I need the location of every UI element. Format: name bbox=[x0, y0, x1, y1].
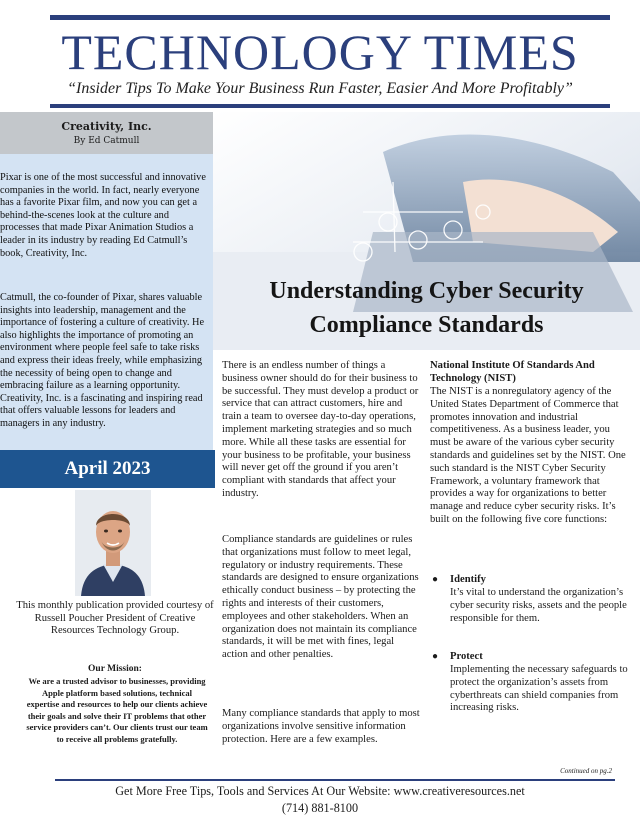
continued-note: Continued on pg.2 bbox=[560, 767, 612, 775]
book-author: By Ed Catmull bbox=[73, 136, 140, 146]
footer-website-line: Get More Free Tips, Tools and Services At Our Website: www.creativeresources.net bbox=[115, 784, 525, 798]
bullet-text: Implementing the necessary safeguards to protect the organization’s assets from cyberthreats can shield companies from increasing risks. bbox=[450, 664, 628, 714]
mission-text: We are a trusted advisor to businesses, providing Apple platform based solutions, technical expertise and resources to help our clients achieve their goals and solve their IT problems that other service providers can’t. Our clients trust our team to receive all problems gratefully. bbox=[26, 676, 208, 744]
book-review-header bbox=[0, 112, 213, 154]
bullet-icon: ● bbox=[432, 574, 439, 585]
headline-line-2: Compliance Standards bbox=[309, 312, 544, 338]
bullet-label: Identify bbox=[450, 574, 486, 585]
bullet-icon: ● bbox=[432, 651, 439, 662]
issue-date: April 2023 bbox=[64, 458, 151, 479]
article-paragraph-2: Compliance standards are guidelines or rules that organizations must follow to meet legal, regulatory or industry requirements. These standards are designed to ensure organizations ethically conduct business – by protecting the rights and interests of their customers, employees and other stakeholders. When an organization does not maintain its compliance standards, it will be met with fines, legal action and other penalties. bbox=[222, 534, 419, 661]
bullet-label: Protect bbox=[450, 651, 483, 662]
book-review-paragraph-2: Catmull, the co-founder of Pixar, shares valuable insights into leadership, management and the importance of fostering a culture of creativity. He also highlights the importance of promoting an environment where people feel safe to take risks and express their ideas freely, while emphasizing the necessity of being open to change and embracing failure as a learning opportunity. Creativity, Inc. is a fascinating and inspiring read that offers valuable lessons for leaders and managers in any industry. bbox=[0, 292, 205, 429]
book-title: Creativity, Inc. bbox=[61, 120, 152, 133]
bullet-text: It’s vital to understand the organization’s cyber security risks, assets and the people responsible for them. bbox=[450, 587, 627, 624]
article-paragraph-3: Many compliance standards that apply to most organizations involve sensitive information protection. Here are a few examples. bbox=[222, 708, 420, 745]
footer-phone: (714) 881-8100 bbox=[281, 801, 359, 815]
courtesy-note: This monthly publication provided courtesy of Russell Poucher President of Creative Resources Technology Group. bbox=[16, 600, 214, 637]
nist-heading: National Institute Of Standards And Technology (NIST) bbox=[430, 360, 595, 384]
nist-paragraph: The NIST is a nonregulatory agency of the United States Department of Commerce that promotes innovation and industrial competitiveness. As a business leader, you must be aware of the various cyber security standards and guidelines set by the NIST. One such standard is the NIST Cyber Security Framework, a voluntary framework that provides a way for organizations to better manage and reduce cyber security risks. It’s built on the following five core functions: bbox=[430, 386, 626, 525]
article-paragraph-1: There is an endless number of things a business owner should do for their business to be successful. They must develop a product or service that can attract customers, hire and train a team to oversee day-to-day operations, implement marketing strategies and so much more. While all these tasks are essential for your business to be profitable, your business will never get off the ground if you aren’t compliant with standards that affect your industry. bbox=[222, 360, 419, 499]
masthead-title: TECHNOLOGY TIMES bbox=[61, 24, 579, 80]
footer-rule bbox=[55, 779, 615, 781]
masthead-bottom-rule bbox=[50, 104, 610, 108]
mission-heading: Our Mission: bbox=[88, 664, 142, 674]
book-review-paragraph-1: Pixar is one of the most successful and innovative companies in the world. In fact, nearly everyone has a favorite Pixar film, and now you can get a behind-the-scenes look at the culture and processes that made Pixar Animation Studios a leader in its industry by reading Ed Catmull’s book, Creativity, Inc. bbox=[0, 172, 206, 259]
article-headline bbox=[213, 274, 640, 342]
headline-line-1: Understanding Cyber Security bbox=[269, 278, 584, 304]
author-portrait bbox=[75, 490, 151, 596]
masthead-tagline: “Insider Tips To Make Your Business Run Faster, Easier And More Profitably” bbox=[67, 80, 573, 97]
